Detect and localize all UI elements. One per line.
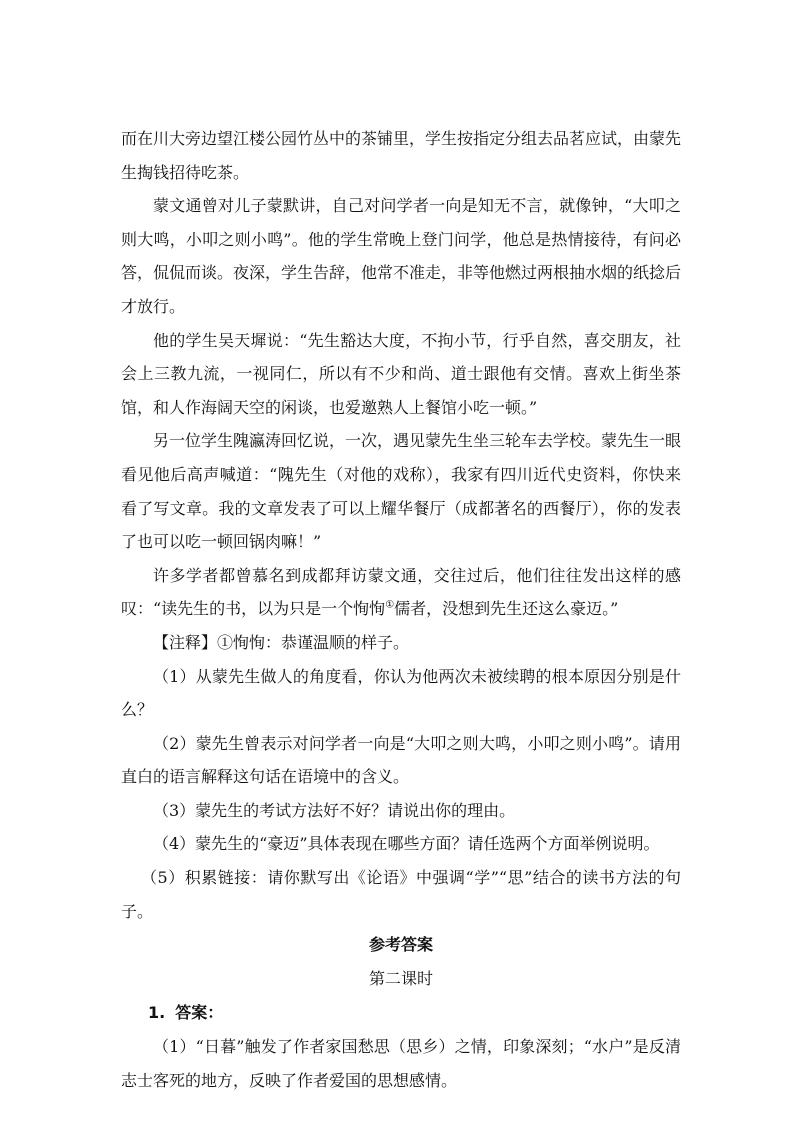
question-3: （3）蒙先生的考试方法好不好？请说出你的理由。 [153, 800, 516, 820]
paragraph-wu-tianchi-quote: 他的学生吴天墀说：“先生豁达大度，不拘小节，行乎自然，喜交朋友，社会上三教九流，一视同仁，所以有不少和尚、道士跟他有交情。喜欢上街坐茶馆，和人作海阔天空的闲谈，也爱邀熟人上餐馆小吃一顿。” [121, 330, 681, 417]
paragraph-scholars-visit-end: 儒者，没想到先生还这么豪迈。” [394, 599, 619, 619]
paragraph-bell-metaphor: 蒙文通曾对儿子蒙默讲，自己对问学者一向是知无不言，就像钟，“大叩之则大鸣，小叩之则小鸣”。他的学生常晚上登门问学，他总是热情接待，有问必答，侃侃而谈。夜深，学生告辞，他常不准走，非等他燃过两根抽水烟的纸捻后才放行。 [121, 196, 682, 316]
question-5: （5）积累链接：请你默写出《论语》中强调“学”“思”结合的读书方法的句子。 [121, 868, 681, 921]
paragraph-tea-exam: 而在川大旁边望江楼公园竹丛中的茶铺里，学生按指定分组去品茗应试，由蒙先生掏钱招待吃茶。 [121, 129, 682, 182]
answer-item-number: 1. [148, 1003, 166, 1023]
reference-answers-title: 参考答案 [368, 935, 433, 955]
paragraph-scholars-visit-start: 许多学者都曾慕名到成都拜访蒙文通，交往过后，他们往往发出这样的感叹：“读先生的书，以为只是一个恂恂 [121, 565, 681, 619]
page-content [121, 122, 681, 1097]
answer-text: （1）“日暮”触发了作者家国愁思（思乡）之情，印象深刻；“水户”是反清志士客死的地方，反映了作者爱国的思想感情。 [121, 1037, 681, 1090]
question-1: （1）从蒙先生做人的角度看，你认为他两次未被续聘的根本原因分别是什么？ [121, 666, 681, 720]
paragraph-scholars-visit [121, 559, 681, 626]
lesson-subtitle: 第二课时 [368, 969, 433, 989]
annotation-text: ①恂恂：恭谨温顺的样子。 [217, 632, 410, 652]
paragraph-kui-yingtao-recollection: 另一位学生隗瀛涛回忆说，一次，遇见蒙先生坐三轮车去学校。蒙先生一眼看见他后高声喊道：“隗先生（对他的戏称），我家有四川近代史资料，你快来看了写文章。我的文章发表了可以上耀华餐厅（成都著名的西餐厅），你的发表了也可以吃一顿回锅肉嘛！” [121, 431, 682, 552]
question-4: （4）蒙先生的“豪迈”具体表现在哪些方面？请任选两个方面举例说明。 [153, 834, 660, 854]
footnote-marker: ① [385, 599, 395, 611]
annotation-label: 【注释】 [153, 632, 218, 652]
answer-item-heading [121, 996, 681, 1030]
question-2: （2）蒙先生曾表示对问学者一向是“大叩之则大鸣，小叩之则小鸣”。请用直白的语言解释这句话在语境中的含义。 [121, 733, 681, 787]
annotation-note [121, 626, 681, 660]
answer-item-label: 答案： [175, 1003, 224, 1023]
